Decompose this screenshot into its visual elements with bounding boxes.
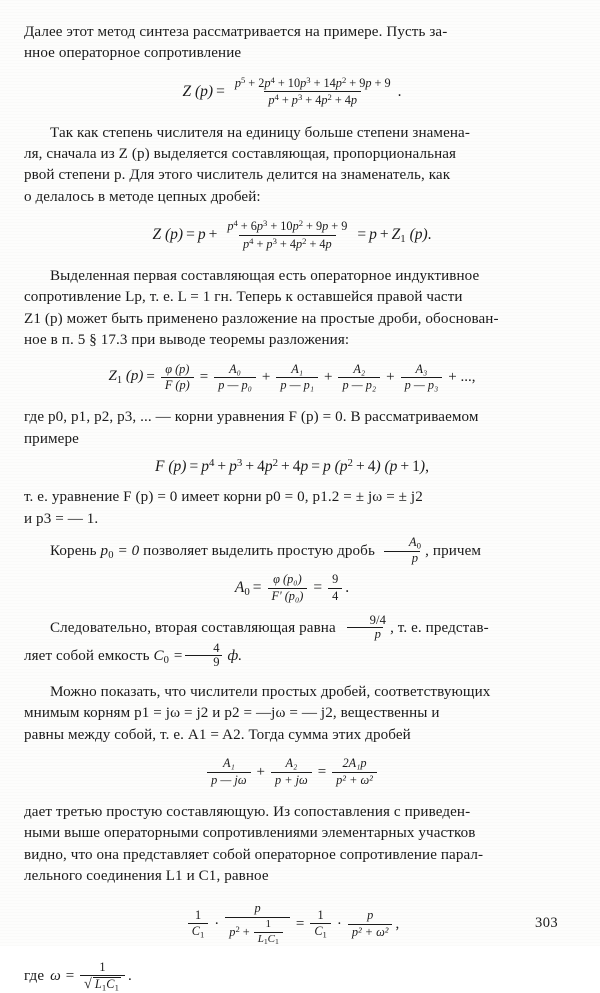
fraction-term-a2 <box>338 363 380 393</box>
fraction-omega-value <box>80 961 125 993</box>
paragraph-inductive-line-2: сопротивление Lp, т. е. L = 1 гн. Теперь к оставшейся правой части <box>24 289 463 306</box>
fraction-numerator: 2A₁p <box>342 756 367 771</box>
fraction-numerator: 1 <box>317 907 324 922</box>
equals-sign: = <box>311 457 320 475</box>
fraction-numerator: A₁ <box>291 361 304 376</box>
equals-sign: = <box>313 579 323 597</box>
fraction-numerator: A₁ <box>222 756 235 771</box>
paragraph-roots-values <box>24 487 560 530</box>
paragraph-inductive-clipped-lines <box>24 287 560 351</box>
fraction-numerator: $p^5 + 2p^4 + 10p^3 + 14p^2 + 9p + 9$ <box>234 74 391 90</box>
fraction-numerator: φ (p) <box>165 361 190 376</box>
spacer <box>24 887 560 902</box>
paragraph-root-p0 <box>24 534 560 566</box>
fraction-numerator: 1 <box>265 917 272 930</box>
equation-z-division-lhs: Z (p) <box>152 226 184 244</box>
paragraph-degree-clipped-lines <box>24 144 560 208</box>
paragraph-roots-definition <box>24 407 560 450</box>
paragraph-capacitance-unit: ф. <box>223 648 243 665</box>
equals-sign: = <box>252 579 262 597</box>
equals-sign: = <box>186 226 195 244</box>
equation-trailing-punctuation: . <box>397 82 402 100</box>
fraction-nine-fourths <box>328 573 342 603</box>
fraction-term-a3 <box>401 363 443 393</box>
paragraph-roots-values-line-2: и p3 = — 1. <box>24 510 99 527</box>
spacer <box>24 251 560 266</box>
inline-fraction-nine-fourths-over-p <box>342 614 388 641</box>
fraction-numerator: A₂ <box>353 361 366 376</box>
fraction-denominator: $p^4 + p^3 + 4p^2 + 4p$ <box>239 235 336 251</box>
paragraph-degree-line-4: о делалось в методе цепных дробей: <box>24 188 261 205</box>
spacer <box>24 675 560 682</box>
inline-fraction-four-ninths <box>185 642 221 669</box>
paragraph-root-p0-mid: позволяет выделить простую дробь <box>139 542 379 559</box>
equation-trailing-punctuation: . <box>427 226 432 244</box>
equation-z-division-rhs: $p + Z_1$ (p) <box>369 225 428 245</box>
paragraph-imaginary-roots-line-3: равны между собой, т. е. A1 = A2. Тогда сумма этих дробей <box>24 726 411 743</box>
paragraph-inductive-line-4: ное в п. 5 § 17.3 при выводе теоремы разложения: <box>24 332 350 349</box>
spacer <box>24 392 560 407</box>
equation-f-expanded: $p^4 + p^3 + 4p^2 + 4p$ <box>201 456 309 476</box>
paragraph-root-p0-lead: Корень <box>50 542 101 559</box>
fraction-denominator: F' (p₀) <box>268 588 308 603</box>
equals-sign: = <box>317 763 327 780</box>
fraction-phi-over-Fprime <box>268 573 308 603</box>
fraction-a2-term <box>271 757 312 787</box>
spacer <box>24 208 560 219</box>
fraction-denominator: 9 <box>185 655 221 669</box>
plus-sign: + <box>386 368 395 385</box>
equation-parallel-lc-impedance <box>24 902 560 946</box>
equation-a0-lhs: $A_0$ <box>234 578 250 598</box>
fraction-numerator: 4 <box>213 640 220 655</box>
paragraph-inductive-component <box>24 266 560 287</box>
equation-z-division <box>24 219 560 251</box>
fraction-denominator: p² + ω² <box>348 924 393 939</box>
fraction-numerator: A₀ <box>229 361 241 376</box>
spacer <box>24 352 560 363</box>
paragraph-intro <box>24 22 560 65</box>
fraction-one-over-c1-rhs <box>310 909 331 940</box>
equation-f-factored <box>24 457 560 476</box>
spacer <box>24 65 560 76</box>
equation-trailing-punctuation: , <box>395 915 400 932</box>
fraction-numerator: A₃ <box>415 361 428 376</box>
fraction-one-over-c1 <box>188 909 209 940</box>
equation-z-definition-lhs: Z (p) <box>182 82 214 100</box>
paragraph-degree-line-1: Так как степень числителя на единицу больше степени знамена- <box>50 124 470 141</box>
spacer <box>24 476 560 487</box>
spacer <box>24 108 560 123</box>
fraction-p-over-p2-omega2 <box>348 909 393 939</box>
spacer <box>24 450 560 457</box>
equation-first-term: p <box>197 226 206 244</box>
fraction-denominator: p — jω <box>207 772 250 787</box>
plus-sign: + <box>256 763 265 780</box>
paragraph-second-component-lead: Следовательно, вторая составляющая равна <box>50 619 340 636</box>
paragraph-third-component-line-2: ными выше операторными сопротивлениями элементарных участков <box>24 825 476 842</box>
omega-symbol: ω = <box>50 968 76 985</box>
fraction-denominator: F (p) <box>161 377 194 392</box>
fraction-denominator: $C_1$ <box>188 923 209 940</box>
equation-tail-ellipsis: + ..., <box>448 368 476 385</box>
fraction-denominator: p² + ω² <box>332 772 377 787</box>
paragraph-omega-lead: где <box>24 968 45 985</box>
fraction-numerator: 9/4 <box>369 612 387 627</box>
denominator-leading-term: $p^2$ + <box>229 924 250 940</box>
paragraph-intro-line-1: Далее этот метод синтеза рассматривается на примере. Пусть за- <box>24 24 448 40</box>
fraction-denominator <box>225 917 290 946</box>
spacer <box>24 603 560 614</box>
equals-sign: = <box>295 915 305 932</box>
square-root <box>84 977 121 993</box>
fraction-numerator: 1 <box>194 907 202 922</box>
paragraph-third-component <box>24 802 560 888</box>
spacer <box>24 787 560 802</box>
fraction-denominator: p — p₃ <box>401 377 443 392</box>
equals-sign: = <box>199 368 209 385</box>
paragraph-degree-line-3: рвой степени p. Для этого числитель делится на знаменатель, как <box>24 167 451 184</box>
fraction-numerator: $p^4 + 6p^3 + 10p^2 + 9p + 9$ <box>227 218 348 234</box>
paragraph-imaginary-roots <box>24 682 560 746</box>
fraction-a1-term <box>207 757 250 787</box>
paragraph-second-component-tail: , т. е. представ- <box>390 619 489 636</box>
fraction-denominator: $L_1C_1$ <box>254 932 283 946</box>
paragraph-omega-definition <box>24 961 560 993</box>
fraction-denominator: $C_1$ <box>310 923 331 940</box>
multiplication-dot: · <box>214 915 220 932</box>
paragraph-third-component-line-3: видно, что она представляет собой операторное сопротивление парал- <box>24 846 484 863</box>
fraction-denominator <box>80 975 125 993</box>
equals-sign: = <box>189 457 199 475</box>
fraction <box>223 219 351 251</box>
plus-sign: + <box>324 368 333 385</box>
paragraph-inductive-line-1: Выделенная первая составляющая есть операторное индуктивное <box>50 268 480 284</box>
fraction-one-over-l1c1 <box>254 919 283 946</box>
radicand: $L_1C_1$ <box>94 977 119 993</box>
fraction-term-a1 <box>276 363 318 393</box>
fraction-denominator: p — p₂ <box>338 377 380 392</box>
equation-conjugate-sum <box>24 757 560 787</box>
fraction-denominator: 4 <box>328 588 342 603</box>
paragraph-root-p0-tail: , причем <box>425 542 482 559</box>
equation-a0-value <box>24 573 560 603</box>
spacer <box>24 530 560 537</box>
paragraph-inductive-line-3: Z1 (p) может быть применено разложение на простые дроби, обоснован- <box>24 310 499 327</box>
equals-sign: = <box>357 226 367 244</box>
equation-partial-fractions <box>24 363 560 393</box>
paragraph-roots-line-1: где p0, p1, p2, p3, ... — корни уравнения F (p) = 0. В рассматриваемом <box>24 409 479 426</box>
fraction-term-a0 <box>214 363 256 393</box>
paragraph-capacitance-lead: ляет собой емкость <box>24 648 154 665</box>
paragraph-roots-line-2: примере <box>24 430 79 447</box>
paragraph-third-component-line-4: лельного соединения L1 и C1, равное <box>24 867 269 884</box>
fraction-denominator: p — p₀ <box>214 377 256 392</box>
equation-z-definition <box>24 76 560 108</box>
paragraph-roots-values-line-1: т. е. уравнение F (p) = 0 имеет корни p0 = 0, p1.2 = ± jω = ± j2 <box>24 489 423 506</box>
paragraph-intro-line-2: нное операторное сопротивление <box>24 45 242 62</box>
fraction-nested-impedance <box>225 902 290 946</box>
fraction-denominator: $p^4 + p^3 + 4p^2 + 4p$ <box>264 91 361 107</box>
plus-sign: + <box>208 226 218 244</box>
equation-trailing-punctuation: . <box>345 579 350 597</box>
multiplication-dot: · <box>336 915 342 932</box>
fraction-numerator: p <box>254 901 261 916</box>
equation-partial-fractions-lhs: $Z_1$ (p) <box>108 368 144 387</box>
fraction-numerator: p <box>367 908 374 923</box>
equation-f-lhs: F (p) <box>155 457 187 475</box>
fraction-numerator: $A_0$ <box>408 534 422 551</box>
radical-sign: √ <box>84 976 92 993</box>
paragraph-third-component-line-1: дает третью простую составляющую. Из сопоставления с приведен- <box>24 803 471 820</box>
fraction-denominator: p + jω <box>271 772 312 787</box>
fraction-combined-result <box>332 757 377 787</box>
plus-sign: + <box>261 368 271 385</box>
paragraph-imaginary-roots-line-1: Можно показать, что числители простых дробей, соответствующих <box>50 684 491 701</box>
page-number: 303 <box>535 915 558 931</box>
fraction-numerator: A₂ <box>285 756 298 771</box>
fraction <box>231 76 395 108</box>
paragraph-degree-explanation <box>24 123 560 144</box>
fraction-phi-over-F <box>161 363 194 393</box>
root-equation-inline: $p_0 = 0$ <box>100 542 140 561</box>
fraction-denominator: p <box>347 627 383 641</box>
equation-trailing-punctuation: . <box>127 968 132 985</box>
equation-f-factored-rhs: p $(p^2 + 4) (p + 1)$, <box>322 456 429 476</box>
paragraph-second-component <box>24 614 560 675</box>
fraction-numerator: 9 <box>332 572 339 587</box>
fraction-denominator: p <box>384 551 420 565</box>
capacitance-symbol: $C_0$ = <box>153 648 184 667</box>
inline-fraction-a0-over-p <box>381 536 423 565</box>
fraction-numerator: 1 <box>99 959 106 974</box>
spacer <box>24 946 560 961</box>
paragraph-imaginary-roots-line-2: мнимым корням p1 = jω = j2 и p2 = —jω = — j2, вещественны и <box>24 705 440 722</box>
equals-sign: = <box>146 368 155 385</box>
fraction-numerator: φ (p₀) <box>273 572 302 587</box>
fraction-denominator: p — p₁ <box>276 377 318 392</box>
equals-sign: = <box>216 82 225 100</box>
paragraph-degree-line-2: ля, сначала из Z (p) выделяется составляющая, пропорциональная <box>24 146 457 162</box>
